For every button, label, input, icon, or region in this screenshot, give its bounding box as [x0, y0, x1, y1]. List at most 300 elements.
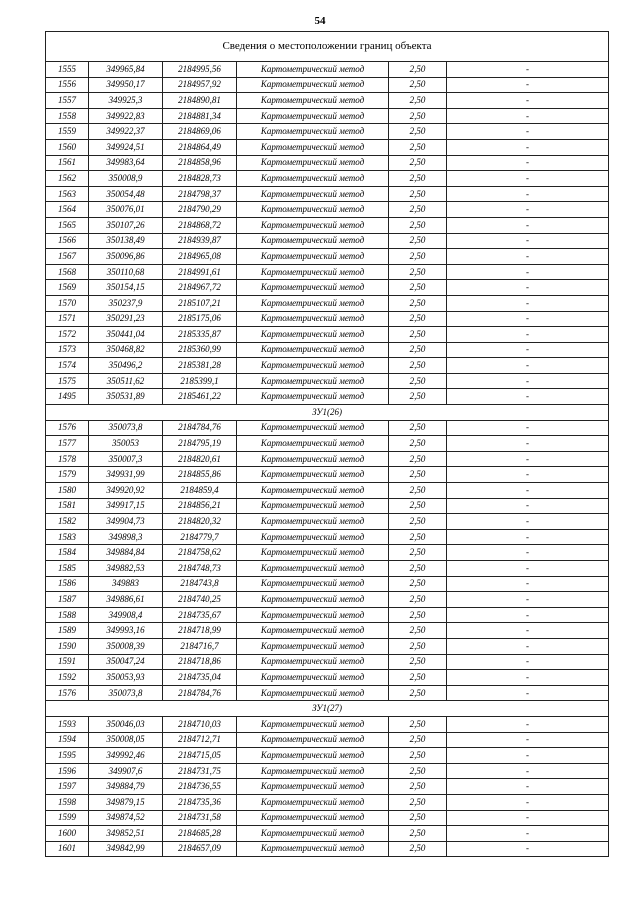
- x-coordinate-cell: 349898,3: [89, 529, 163, 545]
- x-coordinate-cell: 350154,15: [89, 280, 163, 296]
- x-coordinate-cell: 350511,62: [89, 373, 163, 389]
- method-cell: Картометрический метод: [237, 420, 389, 436]
- y-coordinate-cell: 2185107,21: [163, 295, 237, 311]
- method-cell: Картометрический метод: [237, 93, 389, 109]
- x-coordinate-cell: 350468,82: [89, 342, 163, 358]
- table-row: [46, 514, 609, 530]
- description-cell: -: [447, 155, 609, 171]
- description-cell: -: [447, 217, 609, 233]
- description-cell: -: [447, 327, 609, 343]
- point-number-cell: 1590: [46, 638, 89, 654]
- x-coordinate-cell: 350441,04: [89, 327, 163, 343]
- table-row: [46, 280, 609, 296]
- method-cell: Картометрический метод: [237, 171, 389, 187]
- x-coordinate-cell: 350107,26: [89, 217, 163, 233]
- boundary-coordinates-table: [45, 31, 609, 857]
- table-row: [46, 685, 609, 701]
- method-cell: Картометрический метод: [237, 436, 389, 452]
- method-cell: Картометрический метод: [237, 358, 389, 374]
- x-coordinate-cell: 349884,79: [89, 779, 163, 795]
- description-cell: -: [447, 467, 609, 483]
- accuracy-cell: 2,50: [389, 763, 447, 779]
- accuracy-cell: 2,50: [389, 311, 447, 327]
- point-number-cell: 1581: [46, 498, 89, 514]
- description-cell: -: [447, 670, 609, 686]
- point-number-cell: 1575: [46, 373, 89, 389]
- x-coordinate-cell: 350110,68: [89, 264, 163, 280]
- y-coordinate-cell: 2185360,99: [163, 342, 237, 358]
- y-coordinate-cell: 2184784,76: [163, 685, 237, 701]
- description-cell: -: [447, 826, 609, 842]
- table-row: [46, 638, 609, 654]
- accuracy-cell: 2,50: [389, 779, 447, 795]
- table-row: [46, 670, 609, 686]
- method-cell: Картометрический метод: [237, 498, 389, 514]
- x-coordinate-cell: 349983,64: [89, 155, 163, 171]
- method-cell: Картометрический метод: [237, 529, 389, 545]
- accuracy-cell: 2,50: [389, 623, 447, 639]
- x-coordinate-cell: 349884,84: [89, 545, 163, 561]
- x-coordinate-cell: 350008,39: [89, 638, 163, 654]
- x-coordinate-cell: 350007,3: [89, 451, 163, 467]
- point-number-cell: 1557: [46, 93, 89, 109]
- point-number-cell: 1565: [46, 217, 89, 233]
- point-number-cell: 1556: [46, 77, 89, 93]
- y-coordinate-cell: 2184965,08: [163, 249, 237, 265]
- method-cell: Картометрический метод: [237, 561, 389, 577]
- accuracy-cell: 2,50: [389, 171, 447, 187]
- y-coordinate-cell: 2184712,71: [163, 732, 237, 748]
- x-coordinate-cell: 349931,99: [89, 467, 163, 483]
- description-cell: -: [447, 514, 609, 530]
- method-cell: Картометрический метод: [237, 607, 389, 623]
- point-number-cell: 1598: [46, 794, 89, 810]
- description-cell: -: [447, 483, 609, 499]
- y-coordinate-cell: 2184855,86: [163, 467, 237, 483]
- x-coordinate-cell: 349920,92: [89, 483, 163, 499]
- point-number-cell: 1592: [46, 670, 89, 686]
- x-coordinate-cell: 350054,48: [89, 186, 163, 202]
- description-cell: -: [447, 124, 609, 140]
- description-cell: -: [447, 342, 609, 358]
- x-coordinate-cell: 350531,89: [89, 389, 163, 405]
- table-row: [46, 529, 609, 545]
- method-cell: Картометрический метод: [237, 108, 389, 124]
- section-row: [46, 701, 609, 717]
- table-row: [46, 498, 609, 514]
- table-row: [46, 436, 609, 452]
- table-row: [46, 561, 609, 577]
- table-row: [46, 592, 609, 608]
- point-number-cell: 1563: [46, 186, 89, 202]
- accuracy-cell: 2,50: [389, 233, 447, 249]
- table-row: [46, 451, 609, 467]
- point-number-cell: 1495: [46, 389, 89, 405]
- accuracy-cell: 2,50: [389, 436, 447, 452]
- table-row: [46, 358, 609, 374]
- method-cell: Картометрический метод: [237, 638, 389, 654]
- point-number-cell: 1583: [46, 529, 89, 545]
- method-cell: Картометрический метод: [237, 77, 389, 93]
- accuracy-cell: 2,50: [389, 467, 447, 483]
- point-number-cell: 1555: [46, 62, 89, 78]
- y-coordinate-cell: 2184735,67: [163, 607, 237, 623]
- y-coordinate-cell: 2184957,92: [163, 77, 237, 93]
- accuracy-cell: 2,50: [389, 685, 447, 701]
- description-cell: -: [447, 93, 609, 109]
- accuracy-cell: 2,50: [389, 748, 447, 764]
- y-coordinate-cell: 2184856,21: [163, 498, 237, 514]
- section-label: ЗУ1(27): [46, 701, 609, 717]
- accuracy-cell: 2,50: [389, 389, 447, 405]
- accuracy-cell: 2,50: [389, 327, 447, 343]
- description-cell: -: [447, 763, 609, 779]
- table-row: [46, 841, 609, 857]
- table-row: [46, 202, 609, 218]
- table-row: [46, 389, 609, 405]
- accuracy-cell: 2,50: [389, 841, 447, 857]
- point-number-cell: 1593: [46, 716, 89, 732]
- point-number-cell: 1591: [46, 654, 89, 670]
- y-coordinate-cell: 2184859,4: [163, 483, 237, 499]
- description-cell: -: [447, 171, 609, 187]
- y-coordinate-cell: 2184735,04: [163, 670, 237, 686]
- y-coordinate-cell: 2184890,81: [163, 93, 237, 109]
- y-coordinate-cell: 2185461,22: [163, 389, 237, 405]
- point-number-cell: 1561: [46, 155, 89, 171]
- accuracy-cell: 2,50: [389, 670, 447, 686]
- page-number: 54: [314, 15, 326, 27]
- accuracy-cell: 2,50: [389, 62, 447, 78]
- description-cell: -: [447, 748, 609, 764]
- method-cell: Картометрический метод: [237, 670, 389, 686]
- point-number-cell: 1588: [46, 607, 89, 623]
- accuracy-cell: 2,50: [389, 217, 447, 233]
- table-row: [46, 342, 609, 358]
- y-coordinate-cell: 2184710,03: [163, 716, 237, 732]
- x-coordinate-cell: 350073,8: [89, 685, 163, 701]
- x-coordinate-cell: 349842,99: [89, 841, 163, 857]
- point-number-cell: 1600: [46, 826, 89, 842]
- table-row: [46, 467, 609, 483]
- x-coordinate-cell: 349922,83: [89, 108, 163, 124]
- description-cell: -: [447, 654, 609, 670]
- method-cell: Картометрический метод: [237, 124, 389, 140]
- method-cell: Картометрический метод: [237, 295, 389, 311]
- method-cell: Картометрический метод: [237, 545, 389, 561]
- accuracy-cell: 2,50: [389, 561, 447, 577]
- y-coordinate-cell: 2184740,25: [163, 592, 237, 608]
- y-coordinate-cell: 2184864,49: [163, 139, 237, 155]
- table-row: [46, 779, 609, 795]
- table-row: [46, 826, 609, 842]
- section-row: [46, 405, 609, 421]
- table-row: [46, 62, 609, 78]
- x-coordinate-cell: 349874,52: [89, 810, 163, 826]
- accuracy-cell: 2,50: [389, 716, 447, 732]
- accuracy-cell: 2,50: [389, 77, 447, 93]
- y-coordinate-cell: 2184991,61: [163, 264, 237, 280]
- x-coordinate-cell: 349993,16: [89, 623, 163, 639]
- x-coordinate-cell: 349907,6: [89, 763, 163, 779]
- point-number-cell: 1558: [46, 108, 89, 124]
- description-cell: -: [447, 529, 609, 545]
- table-row: [46, 732, 609, 748]
- point-number-cell: 1576: [46, 420, 89, 436]
- description-cell: -: [447, 732, 609, 748]
- point-number-cell: 1584: [46, 545, 89, 561]
- y-coordinate-cell: 2184798,37: [163, 186, 237, 202]
- accuracy-cell: 2,50: [389, 93, 447, 109]
- description-cell: -: [447, 451, 609, 467]
- table-row: [46, 264, 609, 280]
- description-cell: -: [447, 436, 609, 452]
- y-coordinate-cell: 2184743,8: [163, 576, 237, 592]
- description-cell: -: [447, 638, 609, 654]
- method-cell: Картометрический метод: [237, 794, 389, 810]
- y-coordinate-cell: 2184784,76: [163, 420, 237, 436]
- y-coordinate-cell: 2184715,05: [163, 748, 237, 764]
- method-cell: Картометрический метод: [237, 342, 389, 358]
- table-row: [46, 295, 609, 311]
- point-number-cell: 1567: [46, 249, 89, 265]
- section-label: ЗУ1(26): [46, 405, 609, 421]
- description-cell: -: [447, 264, 609, 280]
- method-cell: Картометрический метод: [237, 327, 389, 343]
- method-cell: Картометрический метод: [237, 826, 389, 842]
- description-cell: -: [447, 576, 609, 592]
- accuracy-cell: 2,50: [389, 483, 447, 499]
- accuracy-cell: 2,50: [389, 654, 447, 670]
- accuracy-cell: 2,50: [389, 186, 447, 202]
- y-coordinate-cell: 2184790,29: [163, 202, 237, 218]
- method-cell: Картометрический метод: [237, 483, 389, 499]
- point-number-cell: 1582: [46, 514, 89, 530]
- point-number-cell: 1585: [46, 561, 89, 577]
- description-cell: -: [447, 139, 609, 155]
- method-cell: Картометрический метод: [237, 779, 389, 795]
- x-coordinate-cell: 349883: [89, 576, 163, 592]
- y-coordinate-cell: 2184820,32: [163, 514, 237, 530]
- description-cell: -: [447, 607, 609, 623]
- point-number-cell: 1569: [46, 280, 89, 296]
- point-number-cell: 1595: [46, 748, 89, 764]
- method-cell: Картометрический метод: [237, 217, 389, 233]
- table-row: [46, 108, 609, 124]
- x-coordinate-cell: 350076,01: [89, 202, 163, 218]
- accuracy-cell: 2,50: [389, 529, 447, 545]
- y-coordinate-cell: 2184795,19: [163, 436, 237, 452]
- description-cell: -: [447, 841, 609, 857]
- table-row: [46, 623, 609, 639]
- point-number-cell: 1566: [46, 233, 89, 249]
- x-coordinate-cell: 350073,8: [89, 420, 163, 436]
- y-coordinate-cell: 2185381,28: [163, 358, 237, 374]
- accuracy-cell: 2,50: [389, 342, 447, 358]
- point-number-cell: 1589: [46, 623, 89, 639]
- table-row: [46, 124, 609, 140]
- description-cell: -: [447, 498, 609, 514]
- point-number-cell: 1594: [46, 732, 89, 748]
- y-coordinate-cell: 2184758,62: [163, 545, 237, 561]
- method-cell: Картометрический метод: [237, 62, 389, 78]
- y-coordinate-cell: 2184820,61: [163, 451, 237, 467]
- description-cell: -: [447, 389, 609, 405]
- y-coordinate-cell: 2184685,28: [163, 826, 237, 842]
- table-row: [46, 155, 609, 171]
- y-coordinate-cell: 2184735,36: [163, 794, 237, 810]
- point-number-cell: 1559: [46, 124, 89, 140]
- y-coordinate-cell: 2184939,87: [163, 233, 237, 249]
- table-row: [46, 763, 609, 779]
- point-number-cell: 1560: [46, 139, 89, 155]
- x-coordinate-cell: 349917,15: [89, 498, 163, 514]
- x-coordinate-cell: 349950,17: [89, 77, 163, 93]
- point-number-cell: 1571: [46, 311, 89, 327]
- x-coordinate-cell: 350138,49: [89, 233, 163, 249]
- x-coordinate-cell: 350008,9: [89, 171, 163, 187]
- accuracy-cell: 2,50: [389, 139, 447, 155]
- method-cell: Картометрический метод: [237, 249, 389, 265]
- method-cell: Картометрический метод: [237, 841, 389, 857]
- point-number-cell: 1587: [46, 592, 89, 608]
- method-cell: Картометрический метод: [237, 576, 389, 592]
- point-number-cell: 1568: [46, 264, 89, 280]
- accuracy-cell: 2,50: [389, 451, 447, 467]
- accuracy-cell: 2,50: [389, 280, 447, 296]
- x-coordinate-cell: 349924,51: [89, 139, 163, 155]
- accuracy-cell: 2,50: [389, 373, 447, 389]
- point-number-cell: 1564: [46, 202, 89, 218]
- description-cell: -: [447, 108, 609, 124]
- method-cell: Картометрический метод: [237, 186, 389, 202]
- y-coordinate-cell: 2185175,06: [163, 311, 237, 327]
- method-cell: Картометрический метод: [237, 592, 389, 608]
- point-number-cell: 1586: [46, 576, 89, 592]
- table-row: [46, 186, 609, 202]
- accuracy-cell: 2,50: [389, 638, 447, 654]
- accuracy-cell: 2,50: [389, 420, 447, 436]
- point-number-cell: 1579: [46, 467, 89, 483]
- y-coordinate-cell: 2184858,96: [163, 155, 237, 171]
- description-cell: -: [447, 545, 609, 561]
- x-coordinate-cell: 350096,86: [89, 249, 163, 265]
- table-row: [46, 327, 609, 343]
- point-number-cell: 1572: [46, 327, 89, 343]
- accuracy-cell: 2,50: [389, 202, 447, 218]
- table-header-row: [46, 32, 609, 62]
- description-cell: -: [447, 295, 609, 311]
- method-cell: Картометрический метод: [237, 233, 389, 249]
- x-coordinate-cell: 349908,4: [89, 607, 163, 623]
- table-row: [46, 77, 609, 93]
- accuracy-cell: 2,50: [389, 124, 447, 140]
- accuracy-cell: 2,50: [389, 514, 447, 530]
- x-coordinate-cell: 349965,84: [89, 62, 163, 78]
- y-coordinate-cell: 2184736,55: [163, 779, 237, 795]
- point-number-cell: 1574: [46, 358, 89, 374]
- method-cell: Картометрический метод: [237, 732, 389, 748]
- x-coordinate-cell: 349852,51: [89, 826, 163, 842]
- point-number-cell: 1597: [46, 779, 89, 795]
- point-number-cell: 1570: [46, 295, 89, 311]
- method-cell: Картометрический метод: [237, 202, 389, 218]
- point-number-cell: 1601: [46, 841, 89, 857]
- accuracy-cell: 2,50: [389, 732, 447, 748]
- accuracy-cell: 2,50: [389, 826, 447, 842]
- accuracy-cell: 2,50: [389, 264, 447, 280]
- method-cell: Картометрический метод: [237, 280, 389, 296]
- point-number-cell: 1580: [46, 483, 89, 499]
- table-row: [46, 607, 609, 623]
- x-coordinate-cell: 349992,46: [89, 748, 163, 764]
- x-coordinate-cell: 349922,37: [89, 124, 163, 140]
- table-row: [46, 654, 609, 670]
- accuracy-cell: 2,50: [389, 794, 447, 810]
- y-coordinate-cell: 2184868,72: [163, 217, 237, 233]
- table-row: [46, 545, 609, 561]
- description-cell: -: [447, 623, 609, 639]
- description-cell: -: [447, 685, 609, 701]
- description-cell: -: [447, 779, 609, 795]
- table-row: [46, 716, 609, 732]
- accuracy-cell: 2,50: [389, 498, 447, 514]
- y-coordinate-cell: 2185399,1: [163, 373, 237, 389]
- y-coordinate-cell: 2184718,99: [163, 623, 237, 639]
- table-row: [46, 748, 609, 764]
- method-cell: Картометрический метод: [237, 264, 389, 280]
- description-cell: -: [447, 716, 609, 732]
- table-title: Сведения о местоположении границ объекта: [46, 32, 609, 62]
- point-number-cell: 1562: [46, 171, 89, 187]
- table-row: [46, 249, 609, 265]
- method-cell: Картометрический метод: [237, 810, 389, 826]
- table-row: [46, 810, 609, 826]
- method-cell: Картометрический метод: [237, 748, 389, 764]
- accuracy-cell: 2,50: [389, 607, 447, 623]
- point-number-cell: 1577: [46, 436, 89, 452]
- y-coordinate-cell: 2184869,06: [163, 124, 237, 140]
- method-cell: Картометрический метод: [237, 514, 389, 530]
- x-coordinate-cell: 349925,3: [89, 93, 163, 109]
- x-coordinate-cell: 349879,15: [89, 794, 163, 810]
- accuracy-cell: 2,50: [389, 108, 447, 124]
- point-number-cell: 1576: [46, 685, 89, 701]
- accuracy-cell: 2,50: [389, 545, 447, 561]
- table-row: [46, 576, 609, 592]
- description-cell: -: [447, 794, 609, 810]
- table-row: [46, 420, 609, 436]
- accuracy-cell: 2,50: [389, 295, 447, 311]
- y-coordinate-cell: 2184731,75: [163, 763, 237, 779]
- method-cell: Картометрический метод: [237, 654, 389, 670]
- x-coordinate-cell: 350291,23: [89, 311, 163, 327]
- x-coordinate-cell: 350053,93: [89, 670, 163, 686]
- table-row: [46, 93, 609, 109]
- method-cell: Картометрический метод: [237, 311, 389, 327]
- y-coordinate-cell: 2184716,7: [163, 638, 237, 654]
- x-coordinate-cell: 350237,9: [89, 295, 163, 311]
- method-cell: Картометрический метод: [237, 623, 389, 639]
- table-row: [46, 139, 609, 155]
- description-cell: -: [447, 373, 609, 389]
- method-cell: Картометрический метод: [237, 373, 389, 389]
- x-coordinate-cell: 350046,03: [89, 716, 163, 732]
- y-coordinate-cell: 2184779,7: [163, 529, 237, 545]
- description-cell: -: [447, 202, 609, 218]
- y-coordinate-cell: 2184748,73: [163, 561, 237, 577]
- description-cell: -: [447, 311, 609, 327]
